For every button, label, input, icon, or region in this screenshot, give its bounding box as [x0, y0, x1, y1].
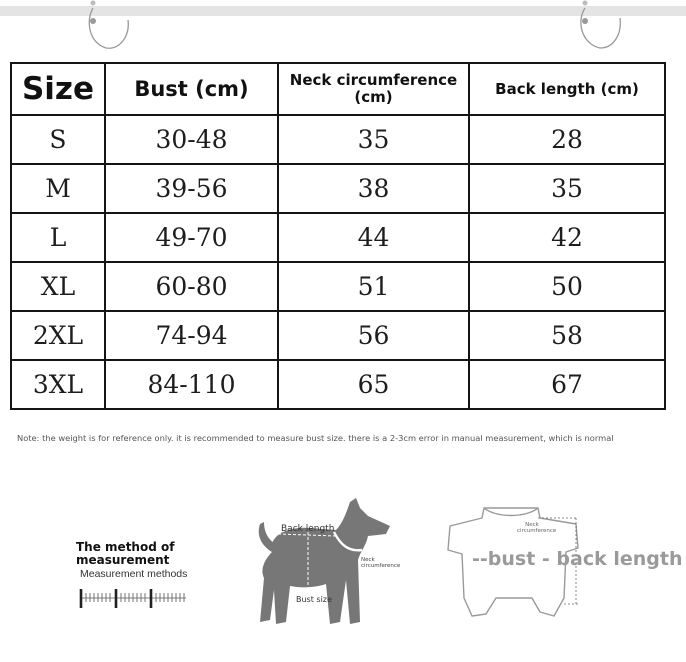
method-title: The method of measurement [76, 540, 175, 567]
bust-cell: 60-80 [105, 262, 278, 311]
size-cell: XL [11, 262, 105, 311]
table-row [11, 360, 665, 409]
table-row [11, 213, 665, 262]
back-length-label: Back length [281, 524, 335, 534]
neck-cell: 44 [278, 213, 469, 262]
bust-cell: 39-56 [105, 164, 278, 213]
neck-label: Neck circumference [361, 557, 401, 569]
table-row [11, 311, 665, 360]
bust-cell: 74-94 [105, 311, 278, 360]
table-row [11, 262, 665, 311]
header-bust: Bust (cm) [105, 63, 278, 115]
header-size: Size [11, 63, 105, 115]
bust-size-label: Bust size [296, 595, 332, 604]
header-neck: Neck circumference (cm) [278, 63, 469, 115]
size-cell: L [11, 213, 105, 262]
back-length-cell: 42 [469, 213, 665, 262]
bust-back-length-caption: --bust - back length [472, 548, 683, 570]
neck-cell: 38 [278, 164, 469, 213]
ruler-icon [78, 584, 190, 610]
back-length-cell: 58 [469, 311, 665, 360]
table-header-row [11, 63, 665, 115]
size-cell: M [11, 164, 105, 213]
size-cell: 3XL [11, 360, 105, 409]
garment-neck-label: Neck circumference [517, 522, 557, 534]
method-subtitle: Measurement methods [80, 568, 188, 580]
neck-cell: 65 [278, 360, 469, 409]
bust-cell: 30-48 [105, 115, 278, 164]
size-cell: S [11, 115, 105, 164]
neck-cell: 56 [278, 311, 469, 360]
back-length-cell: 67 [469, 360, 665, 409]
back-length-cell: 50 [469, 262, 665, 311]
table-row [11, 164, 665, 213]
hanger-hook-icon [576, 0, 622, 50]
measurement-note: Note: the weight is for reference only. it is recommended to measure bust size. there is a 2-3cm error in manual measurement, which is normal [17, 433, 614, 443]
bust-cell: 49-70 [105, 213, 278, 262]
back-length-cell: 28 [469, 115, 665, 164]
bust-cell: 84-110 [105, 360, 278, 409]
header-back-length: Back length (cm) [469, 63, 665, 115]
back-length-cell: 35 [469, 164, 665, 213]
table-row [11, 115, 665, 164]
size-cell: 2XL [11, 311, 105, 360]
neck-cell: 35 [278, 115, 469, 164]
hanger-hook-icon [86, 0, 132, 50]
size-chart-table [10, 62, 666, 410]
neck-cell: 51 [278, 262, 469, 311]
